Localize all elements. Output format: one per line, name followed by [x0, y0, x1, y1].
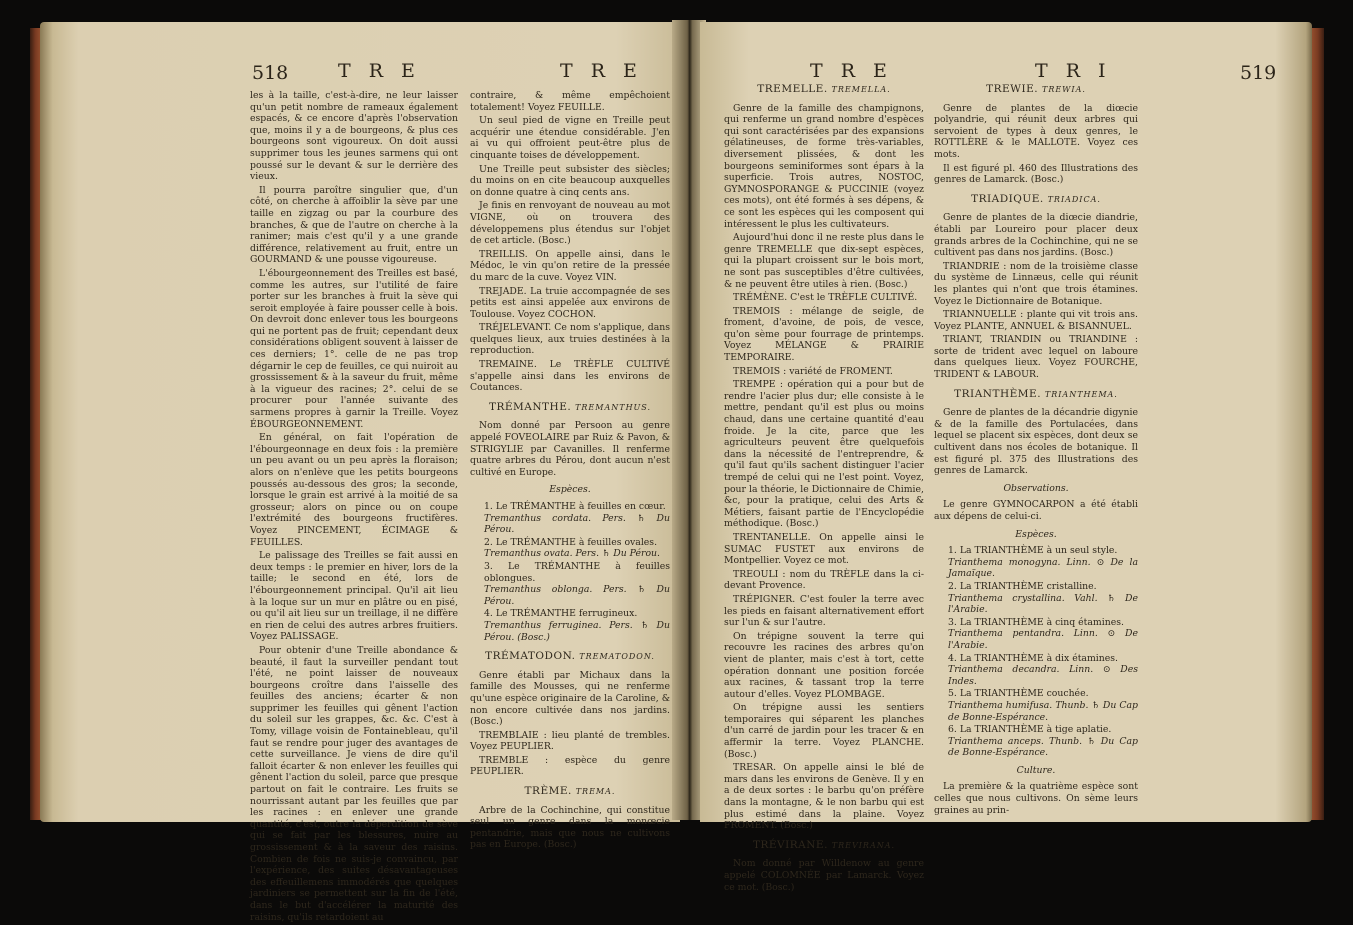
entry-heading: TRÉMATODON. TREMATODON. — [485, 650, 655, 663]
entry-heading: TRÉVIRANE. TREVIRANA. — [752, 838, 896, 851]
paragraph: TREMPE : opération qui a pour but de rendre l'acier plus dur; elle consiste à le mettre, pendant qu'il est plus ou moins chaud, dans une certaine quantité d'eau froide. Je la cite, parce que les agriculteurs peuvent être quelquefois dans la nécessité de l'entreprendre, & qu'il faut qu'ils sachent distinguer l'acier trempé de celui qui ne l'est point. Voyez, pour la théorie, le Dictionnaire de Chimie, &c, pour la pratique, celui des Arts & Métiers, faisant partie de l'Encyclopédie méthodique. (Bosc.) — [724, 379, 924, 530]
paragraph: Nom donné par Willdenow au genre appelé COLOMNÉE par Lamarck. Voyez ce mot. (Bosc.) — [724, 858, 924, 893]
paragraph: En général, on fait l'opération de l'ébourgeonnage en deux fois : la première un peu avant ou un peu après la floraison; alors on n'enlève que les petits bourgeons poussés au-dessous des gros; la seconde, lorsque le grain est arrivé à la moitié de sa grosseur; alors on pince ou on coupe l'extrémité des bourgeons fructifères. Voyez PINCEMENT, ÉCIMAGE & FEUILLES. — [250, 432, 458, 548]
paragraph: TREMAINE. Le TRÈFLE CULTIVÉ s'appelle ainsi dans les environs de Coutances. — [470, 359, 670, 394]
section-label: Espèces. — [549, 484, 591, 496]
right-column-2 — [934, 84, 1138, 818]
paragraph: les à la taille, c'est-à-dire, ne leur laisser qu'un petit nombre de rameaux également espacés, & ce encore d'après l'observation que, moins il y a de bourgeons, & plus ces bourgeons sont vigoureux. On doit aussi supprimer tous les jeunes sarmens qui ont poussé sur le devant & sur le derrière des vieux. — [250, 90, 458, 183]
paragraph: Arbre de la Cochinchine, qui constitue seul un genre dans la monœcie pentandrie, mais que nous ne cultivons pas en Europe. (Bosc.) — [470, 804, 670, 851]
paragraph: Une Treille peut subsister des siècles; du moins on en cite beaucoup auxquelles on donne quatre à cinq cents ans. — [470, 163, 670, 198]
paragraph: TRESAR. On appelle ainsi le blé de mars dans les environs de Genève. Il y en a de deux sortes : le barbu qu'on préfère dans la montagne, & le non barbu qui est plus estimé dans la plaine. Voyez FROMENT. (Bosc.) — [724, 762, 924, 832]
running-head-right: T R I — [1035, 60, 1112, 82]
paragraph: Le genre GYMNOCARPON a été établi aux dépens de celui-ci. — [934, 499, 1138, 522]
entry-heading: TREMELLE. TREMELLA. — [757, 83, 891, 95]
paragraph: On trépigne aussi les sentiers temporaires qui séparent les planches d'un carré de jardin pour les tracer & en affermir la terre. Voyez PLANCHE. (Bosc.) — [724, 702, 924, 760]
paragraph: Aujourd'hui donc il ne reste plus dans le genre TREMELLE que dix-sept espèces, qui la plupart croissent sur le bois mort, ne sont pas susceptibles d'être cultivées, & ne peuvent être utiles à rien. (Bosc.) — [724, 232, 924, 290]
page-number: 518 — [252, 62, 289, 84]
species-entry: 6. La TRIANTHÈME à tige aplatie. Trianthema anceps. Thunb. ♄ Du Cap de Bonne-Espérance. — [948, 724, 1138, 759]
right-page — [700, 22, 1312, 893]
entry-heading: TRÉMANTHE. TREMANTHUS. — [488, 400, 652, 413]
running-head-left: T R E — [338, 60, 421, 82]
paragraph: TRÉJELEVANT. Ce nom s'applique, dans quelques lieux, aux truies destinées à la reproduction. — [470, 322, 670, 357]
section-label: Espèces. — [1015, 528, 1057, 540]
paragraph: TRÉPIGNER. C'est fouler la terre avec les pieds en faisant alternativement effort sur l'un & sur l'autre. — [724, 593, 924, 629]
paragraph: Genre de plantes de la diœcie polyandrie, qui réunit deux arbres qui servoient de types à deux genres, le ROTTLÈRE & le MALLOTE. Voyez ces mots. — [934, 102, 1138, 160]
paragraph: contraire, & même empêchoient totalement! Voyez FEUILLE. — [470, 90, 670, 113]
paragraph: TRENTANELLE. On appelle ainsi le SUMAC FUSTET aux environs de Montpellier. Voyez ce mot. — [724, 531, 924, 567]
paragraph: On trépigne souvent la terre qui recouvre les racines des arbres qu'on vient de planter, mais c'est à tort, cette opération donnant une position forcée aux racines, & tassant trop la terre autour d'elles. Voyez PLOMBAGE. — [724, 630, 924, 700]
page-number: 519 — [1240, 62, 1277, 84]
paragraph: Genre de la famille des champignons, qui renferme un grand nombre d'espèces qui sont caractérisées par des expansions gélatineuses, de forme très-variables, diversement plissées, & dont les bourgeons seminiformes sont épars à la superficie. Trois autres, NOSTOC, GYMNOSPORANGE & PUCCINIE (voyez ces mots), ont été formés à ses dépens, & ce sont les espèces qui les composent qui intéressent le plus les cultivateurs. — [724, 102, 924, 230]
species-entry: 1. Le TRÉMANTHE à feuilles en cœur. Tremanthus cordata. Pers. ♄ Du Pérou. — [484, 501, 670, 536]
paragraph: TREILLIS. On appelle ainsi, dans le Médoc, le vin qu'on retire de la pressée du marc de la cuve. Voyez VIN. — [470, 248, 670, 283]
section-label: Observations. — [1003, 482, 1069, 494]
paragraph: TREOULI : nom du TRÈFLE dans la ci-devant Provence. — [724, 568, 924, 592]
paragraph: TREJADE. La truie accompagnée de ses petits est ainsi appelée aux environs de Toulouse. Voyez COCHON. — [470, 285, 670, 320]
left-column-1 — [250, 90, 458, 925]
paragraph: Il pourra paroître singulier que, d'un côté, on cherche à affoiblir la sève par une taille en zigzag ou par la courbure des branches, & que de l'autre on cherche à la ranimer; mais c'est qu'il y a une grande différence, relativement au fruit, entre un GOURMAND & une pousse vigoureuse. — [250, 184, 458, 266]
paragraph: TRIANT, TRIANDIN ou TRIANDINE : sorte de trident avec lequel on laboure dans quelques lieux. Voyez FOURCHE, TRIDENT & LABOUR. — [934, 334, 1138, 381]
paragraph: Un seul pied de vigne en Treille peut acquérir une étendue considérable. J'en ai vu qui offroient peut-être plus de cinquante toises de développement. — [470, 115, 670, 161]
paragraph: Genre de plantes de la décandrie digynie & de la famille des Portulacées, dans lequel se placent six espèces, dont deux se cultivent dans nos écoles de botanique. Il est figuré pl. 375 des Illustrations des genres de Lamarck. — [934, 407, 1138, 477]
paragraph: Genre établi par Michaux dans la famille des Mousses, qui ne renferme qu'une espèce originaire de la Caroline, & non encore cultivée dans nos jardins. (Bosc.) — [470, 669, 670, 728]
entry-heading: TRIANTHÈME. TRIANTHEMA. — [954, 387, 1118, 400]
left-column-2 — [470, 90, 670, 853]
species-entry: 2. La TRIANTHÈME cristalline. Trianthema crystallina. Vahl. ♄ De l'Arabie. — [948, 580, 1138, 616]
right-column-1 — [724, 84, 924, 895]
paragraph: TREMOIS : variété de FROMENT. — [733, 365, 893, 377]
paragraph: Le palissage des Treilles se fait aussi en deux temps : le premier en hiver, lors de la taille; le second en été, lors de l'ébourgeonnement principal. Qu'il ait lieu à la loque sur un mur en plâtre ou en pisé, ou qu'il ait lieu sur un treillage, il ne diffère en rien de celui des autres arbres fruitiers. Voyez PALISSAGE. — [250, 550, 458, 643]
species-entry: 3. La TRIANTHÈME à cinq étamines. Trianthema pentandra. Linn. ⊙ De l'Arabie. — [948, 616, 1138, 651]
paragraph: TRIANDRIE : nom de la troisième classe du système de Linnæus, celle qui réunit les plantes qui n'ont que trois étamines. Voyez le Dictionnaire de Botanique. — [934, 260, 1138, 307]
species-entry: 5. La TRIANTHÈME couchée. Trianthema humifusa. Thunb. ♄ Du Cap de Bonne-Espérance. — [948, 688, 1138, 723]
species-entry: 3. Le TRÉMANTHE à feuilles oblongues. Tremanthus oblonga. Pers. ♄ Du Pérou. — [484, 560, 670, 607]
species-entry: 1. La TRIANTHÈME à un seul style. Trianthema monogyna. Linn. ⊙ De la Jamaïque. — [948, 545, 1138, 580]
entry-heading: TRIADIQUE. TRIADICA. — [971, 192, 1101, 205]
paragraph: TREMOIS : mélange de seigle, de froment, d'avoine, de pois, de vesce, qu'on sème pour fourrage de printemps. Voyez MÉLANGE & PRAIRIE TEMPORAIRE. — [724, 305, 924, 364]
paragraph: Genre de plantes de la diœcie diandrie, établi par Loureiro pour placer deux grands arbres de la Cochinchine, qui ne se cultivent pas dans nos jardins. (Bosc.) — [934, 212, 1138, 259]
paragraph: TREMBLE : espèce du genre PEUPLIER. — [470, 754, 670, 778]
species-entry: 2. Le TRÉMANTHE à feuilles ovales. Tremanthus ovata. Pers. ♄ Du Pérou. — [484, 536, 660, 560]
paragraph: La première & la quatrième espèce sont celles que nous cultivons. On sème leurs graines au prin- — [934, 781, 1138, 816]
entry-heading: TRÈME. TREMA. — [524, 785, 616, 798]
species-entry: 4. La TRIANTHÈME à dix étamines. Trianthema decandra. Linn. ⊙ Des Indes. — [948, 652, 1138, 687]
paragraph: Pour obtenir d'une Treille abondance & beauté, il faut la surveiller pendant tout l'été, ne point laisser de nouveaux bourgeons croître dans l'aisselle des feuilles des anciens; écarter & non supprimer les feuilles qui gênent l'action du soleil sur les grappes, &c. &c. C'est à Tomy, village voisin de Fontainebleau, qu'il faut se rendre pour juger des avantages de cette surveillance. Je viens de dire qu'il falloit écarter & non enlever les feuilles qui gênent l'action du soleil, parce que presque partout on fait le contraire. Les fruits se nourrissant autant par les feuilles que par les racines : en enlever une grande quantité, c'est, outre la déperdition de sève qui se fait par les blessures, nuire au grossissement & à la saveur des raisins. Combien de fois ne suis-je convaincu, par l'expérience, des suites désavantageuses des effeuillemens immodérés que quelques jardiniers se permettent sur la fin de l'été, dans le but d'accélérer la maturité des raisins, qu'ils retardoient au — [250, 644, 458, 923]
paragraph: TRÉMÈNE. C'est le TRÈFLE CULTIVÉ. — [733, 292, 918, 304]
left-page — [40, 22, 680, 923]
paragraph: L'ébourgeonnement des Treilles est basé, comme les autres, sur l'utilité de faire porter sur les branches à fruit la sève qui seroit employée à faire pousser celle à bois. On devroit donc enlever tous les bourgeons qui ne portent pas de fruit; cependant deux considérations obligent souvent à laisser de ces derniers; 1°. celle de ne pas trop dégarnir le cep de feuilles, ce qui nuiroit au grossissement & à la saveur du fruit, même à la vigueur des racines; 2°. celui de se procurer pour l'année suivante des sarmens propres à garnir la Treille. Voyez ÉBOURGEONNEMENT. — [250, 267, 458, 430]
entry-heading: TREWIE. TREWIA. — [986, 83, 1086, 95]
running-head-right: T R E — [560, 60, 643, 82]
paragraph: TRIANNUELLE : plante qui vit trois ans. Voyez PLANTE, ANNUEL & BISANNUEL. — [934, 309, 1138, 332]
section-label: Culture. — [1016, 764, 1056, 776]
running-head-left: T R E — [810, 60, 893, 82]
paragraph: Il est figuré pl. 460 des Illustrations des genres de Lamarck. (Bosc.) — [934, 162, 1138, 186]
paragraph: Nom donné par Persoon au genre appelé FOVEOLAIRE par Ruiz & Pavon, & STRIGYLIE par Cavanilles. Il renferme quatre arbres du Pérou, dont aucun n'est cultivé en Europe. — [470, 420, 670, 478]
paragraph: TREMBLAIE : lieu planté de trembles. Voyez PEUPLIER. — [470, 729, 670, 753]
paragraph: Je finis en renvoyant de nouveau au mot VIGNE, où on trouvera des développemens plus étendus sur l'objet de cet article. (Bosc.) — [470, 200, 670, 247]
species-entry: 4. Le TRÉMANTHE ferrugineux. Tremanthus ferruginea. Pers. ♄ Du Pérou. (Bosc.) — [484, 608, 670, 643]
